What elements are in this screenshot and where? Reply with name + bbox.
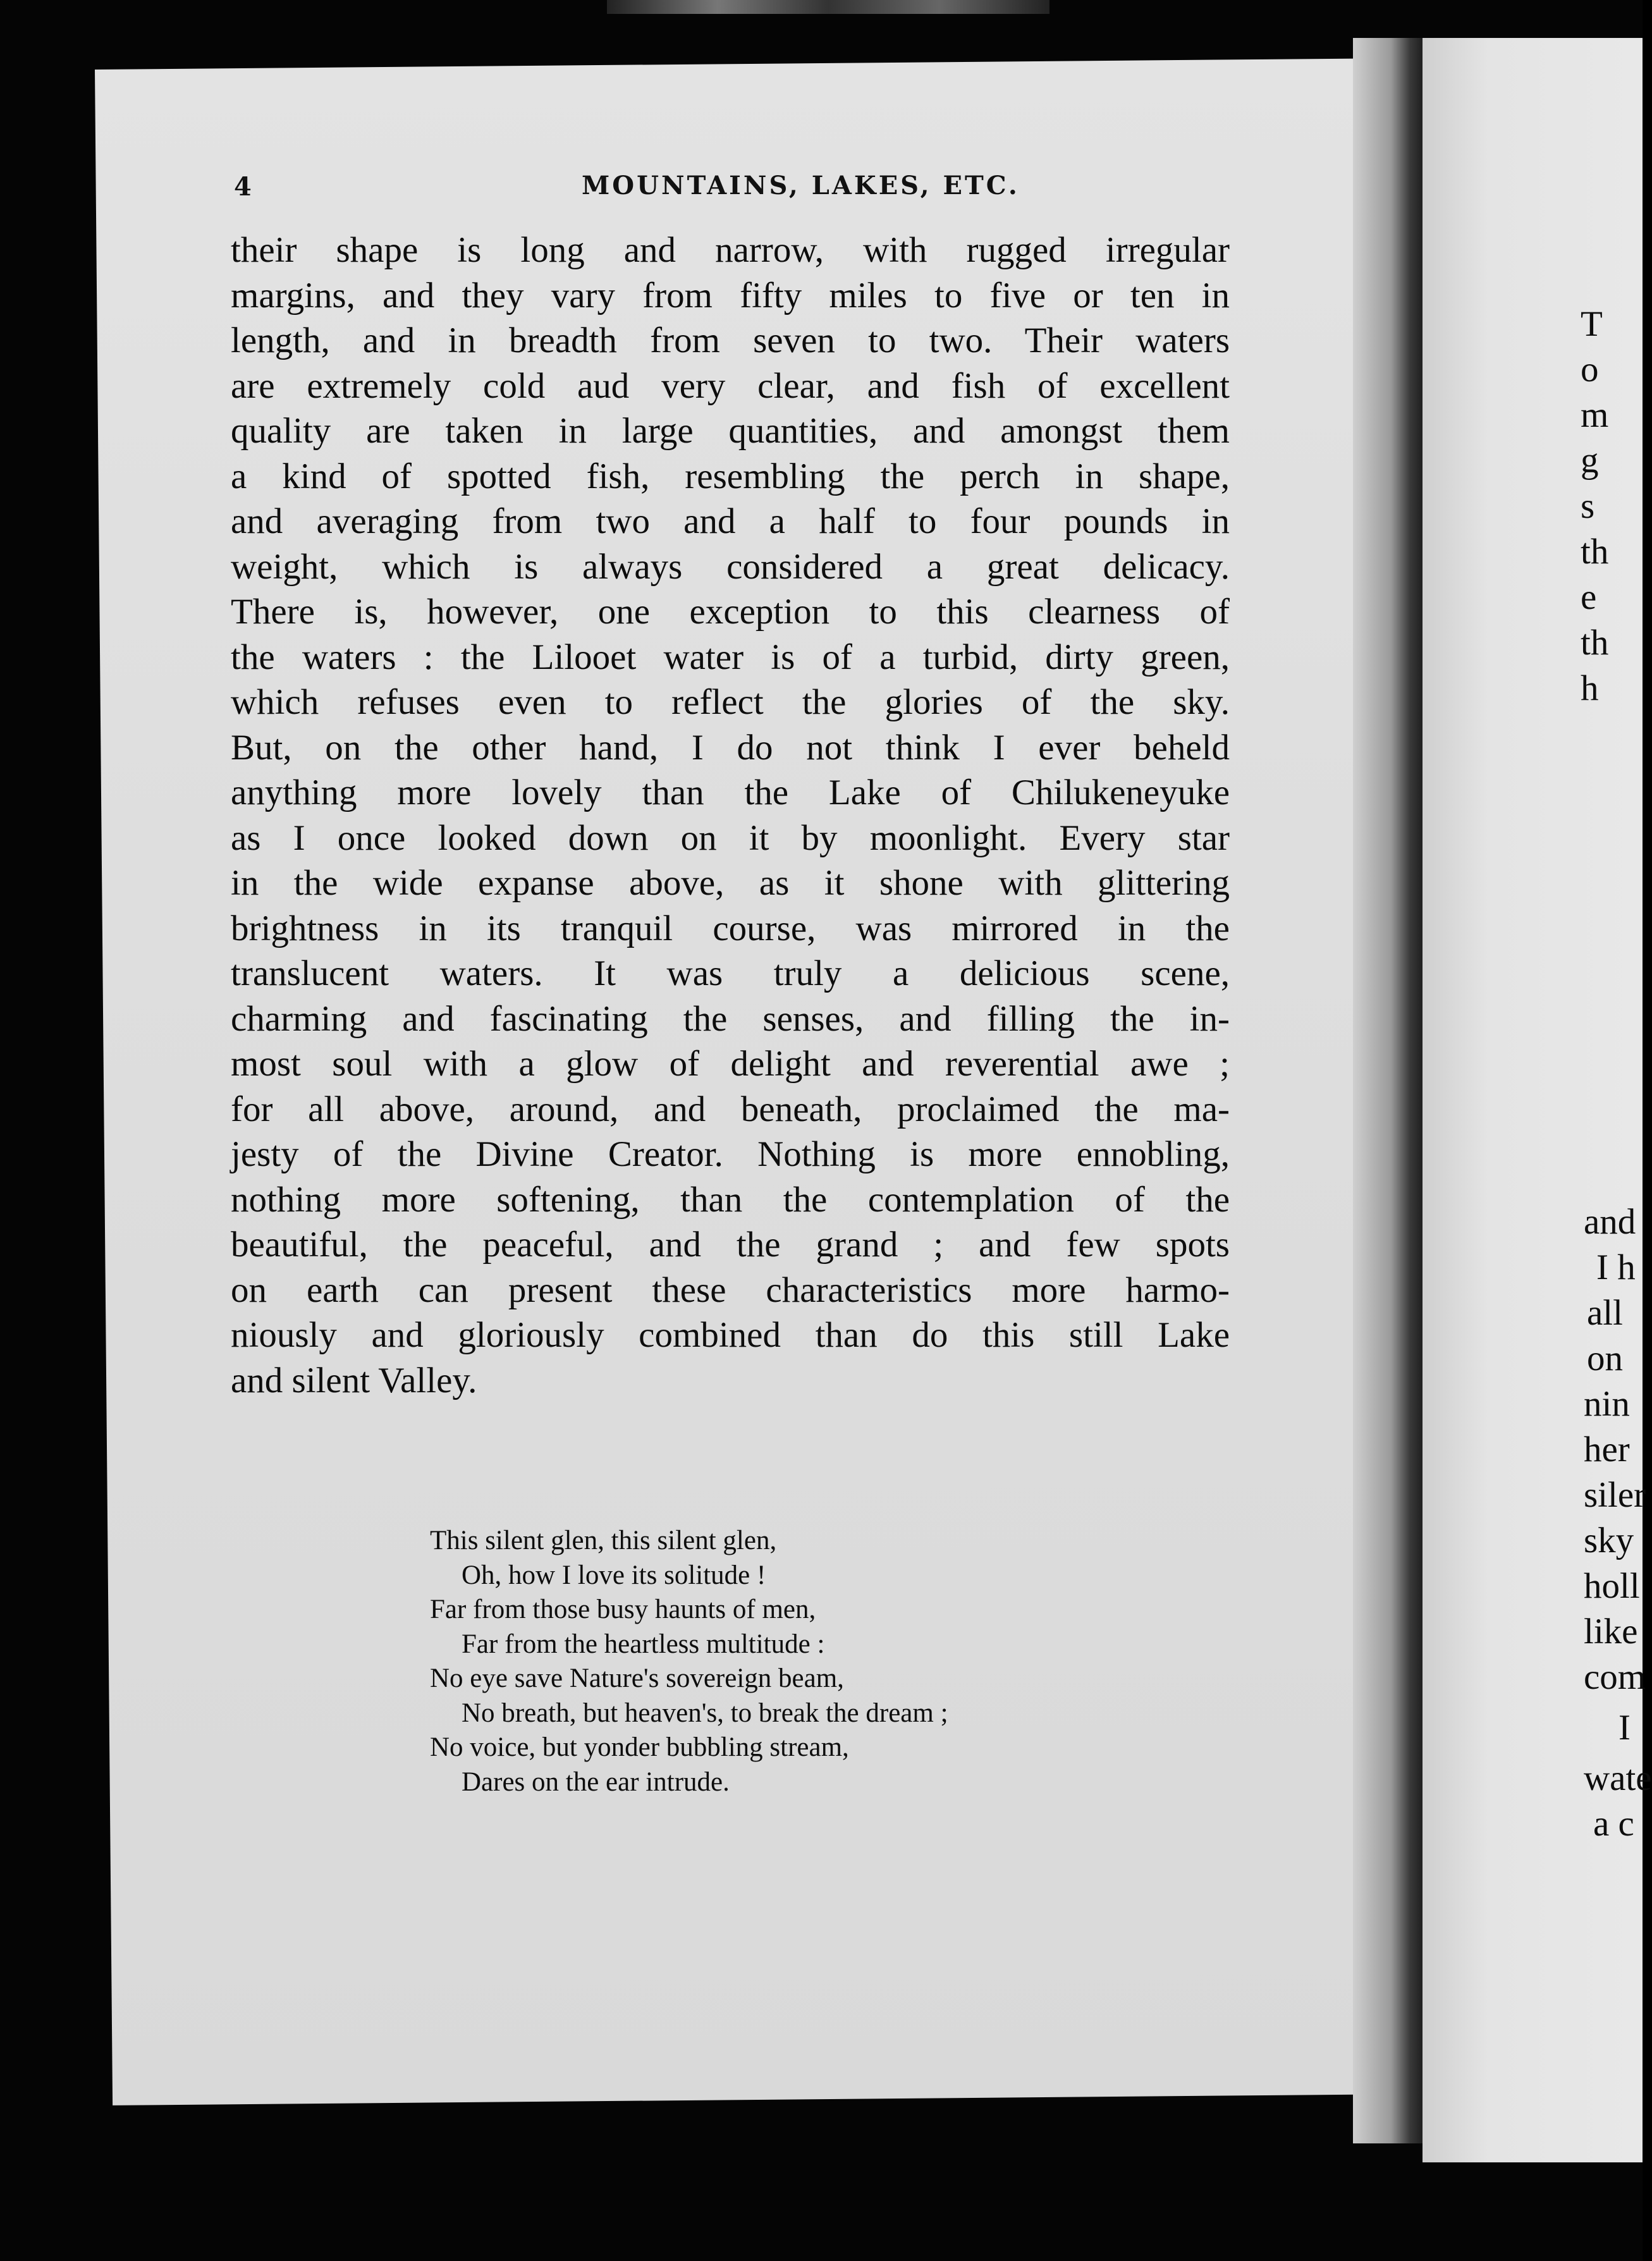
poem-line: No voice, but yonder bubbling stream, <box>430 1732 849 1762</box>
scan-edge-strip <box>607 0 1049 14</box>
right-page-fragment: holl <box>1584 1566 1640 1606</box>
text-line: as I once looked down on it by moonlight. Every star <box>231 818 1230 858</box>
right-page-fragment: o <box>1581 350 1599 389</box>
right-page-fragment: h <box>1581 668 1599 708</box>
text-line: most soul with a glow of delight and reverential awe ; <box>231 1044 1230 1084</box>
right-page-fragment: m <box>1581 395 1609 435</box>
poem-line: No eye save Nature's sovereign beam, <box>430 1664 844 1693</box>
text-line: in the wide expanse above, as it shone with glittering <box>231 863 1230 903</box>
text-line: brightness in its tranquil course, was mirrored in the <box>231 908 1230 948</box>
poem-block <box>430 1524 1189 1799</box>
text-line: their shape is long and narrow, with rugged irregular <box>231 230 1230 270</box>
text-line: which refuses even to reflect the glories of the sky. <box>231 682 1230 722</box>
text-line: There is, however, one exception to this clearness of <box>231 592 1230 632</box>
text-line: for all above, around, and beneath, proclaimed the ma- <box>231 1089 1230 1129</box>
text-line: jesty of the Divine Creator. Nothing is more ennobling, <box>231 1134 1230 1174</box>
right-page-fragment: all <box>1587 1293 1623 1333</box>
text-line: and averaging from two and a half to four pounds in <box>231 501 1230 541</box>
right-page-fragment: g <box>1581 441 1599 481</box>
text-line: beautiful, the peaceful, and the grand ; and few spots <box>231 1225 1230 1265</box>
right-page-fragment: com <box>1584 1657 1646 1697</box>
right-page-fragment: on <box>1587 1339 1623 1378</box>
right-page-fragment: e <box>1581 577 1597 617</box>
right-page-fragment: I h <box>1596 1247 1636 1287</box>
text-line: quality are taken in large quantities, and amongst them <box>231 411 1230 451</box>
poem-line: This silent glen, this silent glen, <box>430 1526 777 1555</box>
running-head <box>234 164 1220 215</box>
text-line: a kind of spotted fish, resembling the perch in shape, <box>231 456 1230 496</box>
poem-line: Far from the heartless multitude : <box>462 1629 825 1659</box>
text-line: niously and gloriously combined than do this still Lake <box>231 1315 1230 1355</box>
running-title: MOUNTAINS, LAKES, ETC. <box>582 171 1020 200</box>
text-line: But, on the other hand, I do not think I ever beheld <box>231 727 1230 768</box>
poem-line: No breath, but heaven's, to break the dream ; <box>462 1698 948 1728</box>
poem-line: Oh, how I love its solitude ! <box>462 1560 766 1590</box>
right-page-fragment: sky <box>1584 1521 1634 1560</box>
body-text <box>231 228 1230 1403</box>
right-page-fragment: s <box>1581 486 1595 526</box>
poem-line: Dares on the ear intrude. <box>462 1767 730 1797</box>
right-page-fragment: wate <box>1584 1758 1652 1798</box>
page-number: 4 <box>234 172 252 202</box>
right-page-fragment: T <box>1581 304 1603 344</box>
right-page-fragment: I <box>1618 1708 1631 1748</box>
right-page-fragment: like <box>1584 1612 1638 1651</box>
text-line: on earth can present these characteristics more harmo- <box>231 1270 1230 1310</box>
text-line: and silent Valley. <box>231 1360 477 1400</box>
right-page-fragment: a c <box>1593 1804 1634 1844</box>
text-line: anything more lovely than the Lake of Chilukeneyuke <box>231 773 1230 812</box>
text-line: weight, which is always considered a great delicacy. <box>231 546 1230 587</box>
poem-line: Far from those busy haunts of men, <box>430 1595 816 1624</box>
text-line: length, and in breadth from seven to two. Their waters <box>231 321 1230 360</box>
right-page-fragment: th <box>1581 623 1609 663</box>
right-page-fragment: and <box>1584 1202 1636 1242</box>
text-line: nothing more softening, than the contemplation of the <box>231 1179 1230 1220</box>
text-line: the waters : the Lilooet water is of a turbid, dirty green, <box>231 637 1230 677</box>
text-line: are extremely cold aud very clear, and fish of excellent <box>231 365 1230 406</box>
right-page-fragment: th <box>1581 532 1609 572</box>
text-line: translucent waters. It was truly a delicious scene, <box>231 953 1230 993</box>
right-page-fragment: siler <box>1584 1475 1646 1515</box>
right-page-fragment: her <box>1584 1430 1630 1469</box>
text-line: charming and fascinating the senses, and filling the in- <box>231 998 1230 1039</box>
right-page-fragment: nin <box>1584 1384 1630 1424</box>
book-gutter <box>1353 38 1429 2143</box>
text-line: margins, and they vary from fifty miles to five or ten in <box>231 275 1230 316</box>
